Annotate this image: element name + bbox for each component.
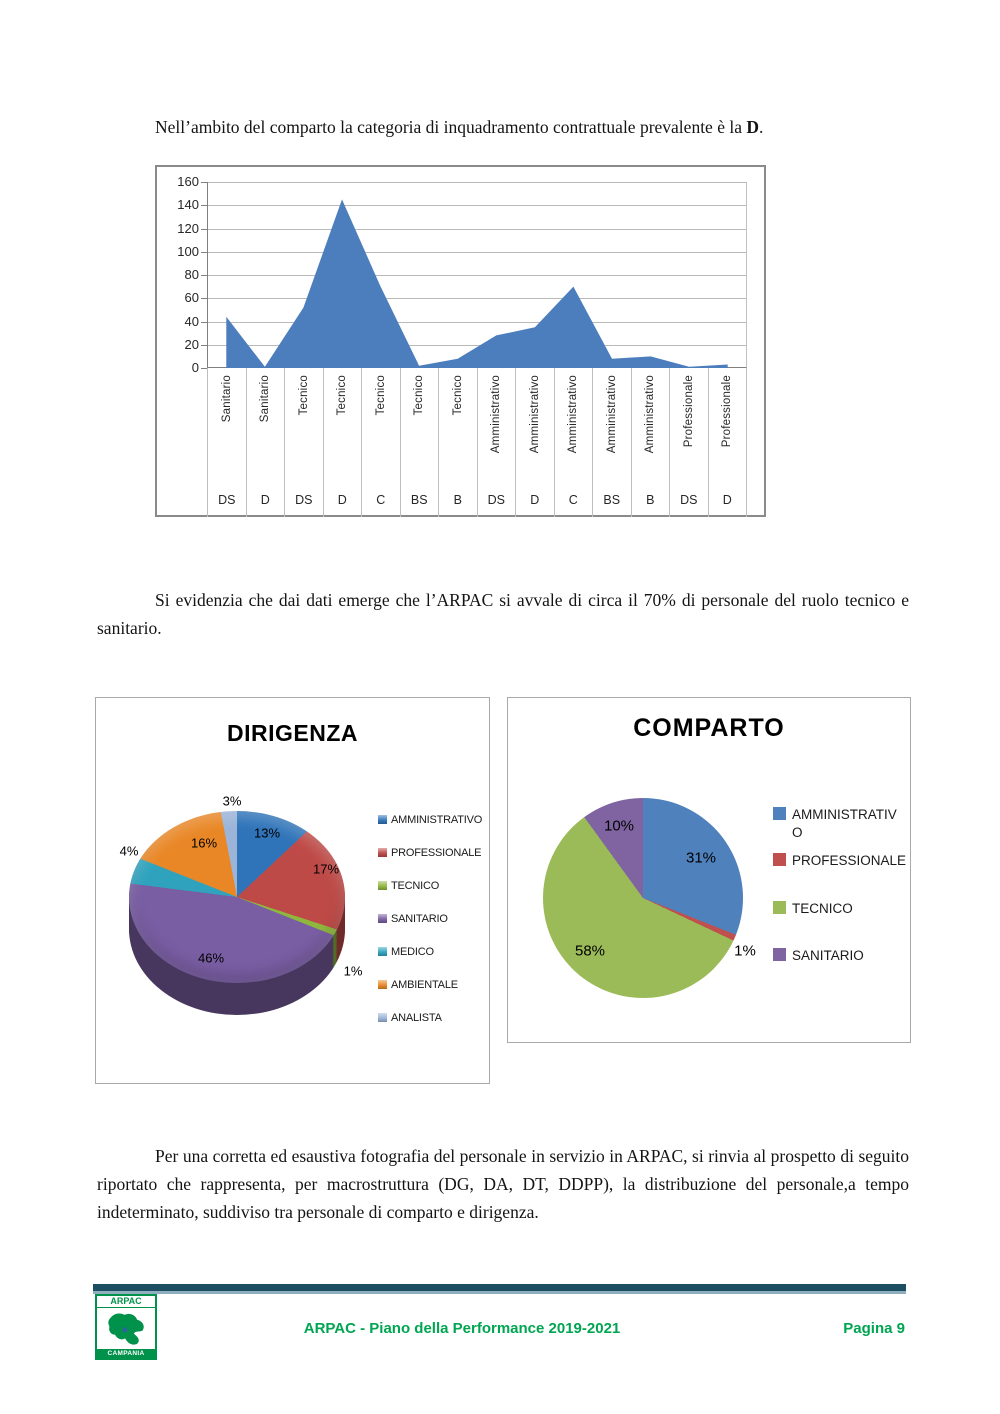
footer-page-number: Pagina 9 (843, 1320, 905, 1337)
comparto-pie-graphic (543, 798, 743, 998)
legend-label: TECNICO (391, 880, 440, 892)
pie-chart-comparto (507, 697, 911, 1043)
category-label-cell (708, 368, 748, 517)
legend-label: PROFESSIONALE (792, 853, 907, 868)
category-label-cell (246, 368, 285, 517)
legend-item (378, 814, 482, 826)
legend-color-swatch (378, 980, 387, 989)
category-code-label: D (722, 492, 732, 507)
category-code-label: DS (487, 492, 505, 507)
paragraph-intro-text: Nell’ambito del comparto la categoria di inquadramento contrattuale prevalente è la (155, 117, 747, 137)
paragraph-70-percento: Si evidenzia che dai dati emerge che l’ARPAC si avvale di circa il 70% di personale del ruolo tecnico e sanitario. (97, 590, 909, 638)
area-series (207, 182, 747, 368)
legend-color-swatch (773, 901, 786, 914)
legend-label: SANITARIO (792, 948, 864, 963)
legend-item (378, 913, 448, 925)
category-code-label: BS (410, 492, 428, 507)
legend-label: AMBIENTALE (391, 979, 458, 991)
legend-color-swatch (378, 914, 387, 923)
y-axis-label: 0 (191, 360, 199, 375)
y-axis-label: 100 (177, 243, 199, 259)
y-axis-label: 160 (177, 174, 199, 189)
legend-label: AMMINISTRATIVO (391, 814, 483, 826)
legend-color-swatch (378, 848, 387, 857)
paragraph-prospetto: Per una corretta ed esaustiva fotografia del personale in servizio in ARPAC, si rinvia al prospetto di seguito riportato che rappresenta, per macrostruttura (DG, DA, DT, DDPP), la distribuzione del personale,a tempo indeterminato, suddiviso tra personale di comparto e dirigenza. (97, 1146, 909, 1222)
category-code-label: D (530, 492, 540, 507)
category-group-label: Tecnico (413, 375, 426, 416)
category-code-label: BS (603, 492, 621, 507)
paragraph-intro-tail: . (758, 117, 764, 137)
category-label-cell (515, 368, 554, 517)
pie-percent-label: 31% (685, 849, 717, 867)
category-code-label: C (376, 492, 386, 507)
legend-label: ANALISTA (391, 1012, 442, 1024)
pie-percent-label: 3% (222, 793, 242, 809)
category-code-label: DS (680, 492, 698, 507)
y-axis-label: 40 (184, 313, 199, 329)
y-axis-label: 140 (177, 197, 199, 213)
footer-rule-light (93, 1291, 906, 1294)
pie-chart-dirigenza (95, 697, 490, 1084)
category-label-cell (284, 368, 323, 517)
category-label-cell (554, 368, 593, 517)
category-code-label: C (568, 492, 578, 507)
category-group-label: Tecnico (451, 375, 464, 416)
footer-rule-dark (93, 1284, 906, 1291)
pie-percent-label: 1% (734, 942, 756, 960)
legend-color-swatch (378, 881, 387, 890)
chart-title-dirigenza: DIRIGENZA (227, 720, 358, 746)
pie-percent-label: 46% (197, 950, 225, 966)
category-group-label: Sanitario (220, 375, 233, 423)
category-group-label: Amministrativo (490, 375, 503, 454)
legend-color-swatch (773, 807, 786, 820)
category-group-label: Tecnico (297, 375, 310, 416)
category-group-label: Sanitario (259, 375, 272, 423)
legend-color-swatch (773, 853, 786, 866)
category-label-cell (400, 368, 439, 517)
y-axis-label: 80 (184, 267, 199, 282)
legend-item (378, 946, 434, 958)
paragraph-intro-bold-d: D (746, 117, 759, 137)
legend-item (378, 1012, 442, 1024)
legend-color-swatch (773, 948, 786, 961)
pie-top-surface (129, 811, 345, 983)
category-label-cell (669, 368, 708, 517)
category-code-label: B (646, 492, 655, 507)
legend-label: AMMINISTRATIV O (792, 807, 897, 841)
category-label-cell (207, 368, 246, 517)
legend-color-swatch (378, 815, 387, 824)
pie-percent-label: 17% (312, 861, 340, 877)
legend-label: PROFESSIONALE (391, 847, 482, 859)
pie-percent-label: 16% (190, 835, 218, 851)
footer-document-title: ARPAC - Piano della Performance 2019-2021 (303, 1320, 621, 1337)
category-code-label: DS (218, 492, 236, 507)
y-axis-label: 120 (177, 220, 199, 236)
paragraph-intro (97, 113, 909, 141)
category-group-label: Amministrativo (605, 375, 618, 454)
category-group-label: Amministrativo (644, 375, 657, 454)
dirigenza-pie-graphic (129, 811, 345, 1015)
legend-label: TECNICO (792, 901, 853, 916)
y-axis-label: 20 (184, 336, 199, 352)
category-group-label: Professionale (682, 375, 695, 448)
category-label-cell (592, 368, 631, 517)
legend-item (773, 806, 897, 842)
category-code-label: DS (295, 492, 313, 507)
category-group-label: Tecnico (336, 375, 349, 416)
x-axis-labels (207, 368, 747, 517)
category-label-cell (631, 368, 670, 517)
category-group-label: Amministrativo (528, 375, 541, 454)
legend-item (773, 900, 853, 918)
y-axis-label: 60 (184, 290, 199, 306)
legend-color-swatch (378, 1013, 387, 1022)
legend-label: MEDICO (391, 946, 434, 958)
arpac-logo-wordmark: ARPAC (97, 1296, 155, 1308)
legend-item (773, 947, 864, 965)
pie-percent-label: 10% (603, 817, 635, 835)
category-group-label: Professionale (721, 375, 734, 448)
category-code-label: D (337, 492, 347, 507)
pie-percent-label: 4% (119, 843, 139, 859)
legend-item (773, 852, 906, 870)
legend-item (378, 979, 458, 991)
pie-percent-label: 58% (574, 942, 606, 960)
legend-item (378, 880, 439, 892)
area-chart-personale-categoria (155, 165, 766, 517)
category-label-cell (361, 368, 400, 517)
pie-percent-label: 13% (253, 825, 281, 841)
category-label-cell (477, 368, 516, 517)
chart-title-comparto: COMPARTO (633, 714, 785, 742)
category-group-label: Tecnico (374, 375, 387, 416)
pie-percent-label: 1% (343, 963, 363, 979)
legend-color-swatch (378, 947, 387, 956)
category-code-label: B (453, 492, 462, 507)
category-label-cell (438, 368, 477, 517)
category-code-label: D (260, 492, 270, 507)
category-group-label: Amministrativo (567, 375, 580, 454)
legend-item (378, 847, 481, 859)
category-label-cell (323, 368, 362, 517)
legend-label: SANITARIO (391, 913, 448, 925)
arpac-logo-region-label: CAMPANIA (97, 1349, 155, 1358)
